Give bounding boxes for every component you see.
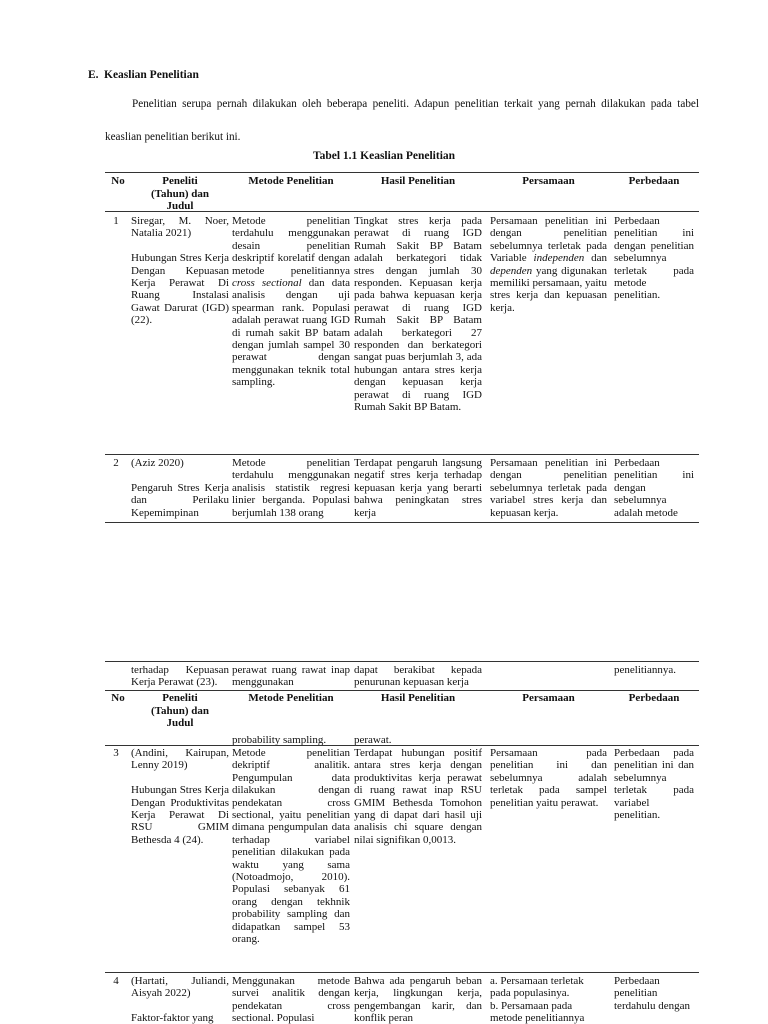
row-perbedaan: Perbedaan penelitian ini dengan sebelumnya adalah metode (614, 457, 694, 519)
row-metode: Metode penelitian dekriptif analitik. Pengumpulan data dilakukan dengan pendekatan cross sectional, yaitu penelitian dimana pengumpulan data terhadap variabel penelitian dilakukan pada waktu yang sama (Notoadmojo, 2010). Populasi sebanyak 61 orang dengan tekhnik probability sampling dan didapatkan sampel 53 orang. (232, 747, 350, 946)
header-hasil: Hasil Penelitian (380, 175, 456, 187)
cont-peneliti: terhadap Kepuasan Kerja Perawat (23). (131, 664, 229, 689)
header2-rule (105, 745, 699, 746)
row-title: Pengaruh Stres Kerja dan Perilaku Kepemimpinan (131, 481, 229, 519)
row-peneliti (131, 975, 229, 1024)
header2-top-rule (105, 690, 699, 691)
header-rule (105, 211, 699, 212)
cont-hasil: dapat berakibat kepada penurunan kepuasan kerja (354, 664, 482, 689)
row-persamaan: Persamaan penelitian ini dengan penelitian sebelumnya terletak pada variabel stres kerja dan kepuasan kerja. (490, 457, 607, 519)
persamaan-item-b: b. Persamaan pada metode penelitiannya (490, 999, 585, 1024)
persamaan-item-a: a. Persamaan terletak pada populasinya. (490, 975, 584, 1000)
row-peneliti (131, 747, 229, 846)
row-perbedaan: Perbedaan penelitian ini dengan penelitian sebelumnya terletak pada metode penelitian. (614, 215, 694, 302)
continued-top-rule (105, 661, 699, 662)
row-no: 1 (113, 215, 119, 227)
row-metode: Metode penelitian terdahulu menggunakan desain penelitian deskriptif korelatif dengan metode penelitiannya cross sectional dan data analisis dengan uji spearman rank. Populasi adalah perawat ruang IGD di rumah sakit BP batam dengan jumlah sampel 30 perawat dengan menggunakan teknik total sampling. (232, 215, 350, 389)
cont-hasil-2: perawat. (354, 734, 392, 746)
cont-perbedaan: penelitiannya. (614, 664, 677, 676)
cont-metode-2: probability sampling. (232, 734, 327, 746)
row-title: Hubungan Stres Kerja Dengan Produktivitas Kerja Perawat Di RSU GMIM Bethesda 4 (24). (131, 784, 229, 846)
header-perbedaan: Perbedaan (628, 175, 680, 187)
row-author: (Hartati, Juliandi, Aisyah 2022) (131, 975, 229, 1000)
section-heading (88, 69, 199, 81)
row-perbedaan: Perbedaan penelitian terdahulu dengan (614, 975, 691, 1012)
row-title: Faktor-faktor yang (131, 1012, 214, 1024)
header-peneliti: Peneliti (Tahun) dan Judul (151, 175, 209, 212)
section-number: E. (88, 69, 99, 81)
page-bottom-rule (105, 522, 699, 523)
header-persamaan: Persamaan (522, 692, 575, 704)
table-top-rule (105, 172, 699, 173)
row-author: (Aziz 2020) (131, 457, 184, 469)
header-peneliti: Peneliti (Tahun) dan Judul (151, 692, 209, 729)
row-rule (105, 454, 699, 455)
row-metode: Metode penelitian terdahulu menggunakan analisis statistik regresi linier berganda. Populasi berjumlah 138 orang (232, 457, 350, 519)
row-hasil: Bahwa ada pengaruh beban kerja, lingkungan kerja, pengembangan karir, dan konflik peran (354, 975, 482, 1024)
row-author: (Andini, Kairupan, Lenny 2019) (131, 747, 229, 772)
row-hasil: Terdapat hubungan positif antara stres kerja dengan produktivitas kerja perawat di ruang rawat inap RSU GMIM Bethesda Tomohon yang di dapat dari hasil uji analisis chi square dengan nilai signifikan 0,0013. (354, 747, 482, 846)
row-persamaan (490, 975, 607, 1024)
header-no: No (111, 692, 125, 704)
row-no: 2 (113, 457, 119, 469)
row-author: Siregar, M. Noer, Natalia 2021) (131, 215, 229, 240)
row-no: 4 (113, 975, 119, 987)
row-no: 3 (113, 747, 119, 759)
row-metode: Menggunakan metode survei analitik dengan pendekatan cross sectional. Populasi (232, 975, 350, 1024)
row-persamaan: Persamaan pada penelitian ini dan sebelumnya adalah terletak pada sampel penelitian yaitu perawat. (490, 747, 607, 809)
table-caption: Tabel 1.1 Keaslian Penelitian (312, 150, 456, 162)
header-no: No (111, 175, 125, 187)
row-hasil: Terdapat pengaruh langsung negatif stres kerja terhadap kepuasan kerja yang berarti bahwa peningkatan stres kerja (354, 457, 482, 519)
row-peneliti (131, 457, 229, 519)
header-metode: Metode Penelitian (248, 175, 334, 187)
section-title: Keaslian Penelitian (104, 69, 199, 81)
header-perbedaan: Perbedaan (628, 692, 680, 704)
cont-metode: perawat ruang rawat inap menggunakan (232, 664, 350, 689)
header-hasil: Hasil Penelitian (380, 692, 456, 704)
row-hasil: Tingkat stres kerja pada perawat di ruang IGD Rumah Sakit BP Batam adalah berkategori tidak stres dengan jumlah 30 responden. Kepuasan kerja pada bahwa kepuasan kerja perawat di ruang IGD Rumah Sakit BP Batam adalah berkategori 27 responden dan berkategori sangat puas berjumlah 3, ada hubungan antara stres kerja dengan kepuasan kerja perawat di ruang IGD Rumah Sakit BP Batam. (354, 215, 482, 414)
row-title: Hubungan Stres Kerja Dengan Kepuasan Kerja Perawat Di Ruang Instalasi Gawat Darurat (IGD) (22). (131, 252, 229, 327)
header-metode: Metode Penelitian (248, 692, 334, 704)
row-persamaan: Persamaan penelitian ini dengan penelitian sebelumnya terletak pada Variable independen dan dependen yang digunakan memiliki persamaan, yaitu stres kerja dan kepuasan kerja. (490, 215, 607, 314)
header-persamaan: Persamaan (522, 175, 575, 187)
row-perbedaan: Perbedaan pada penelitian ini dan sebelumnya terletak pada variabel penelitian. (614, 747, 694, 822)
intro-paragraph: Penelitian serupa pernah dilakukan oleh beberapa peneliti. Adapun penelitian terkait yang pernah dilakukan pada tabel keaslian penelitian berikut ini. (105, 98, 699, 143)
row-peneliti (131, 215, 229, 327)
row-rule (105, 972, 699, 973)
